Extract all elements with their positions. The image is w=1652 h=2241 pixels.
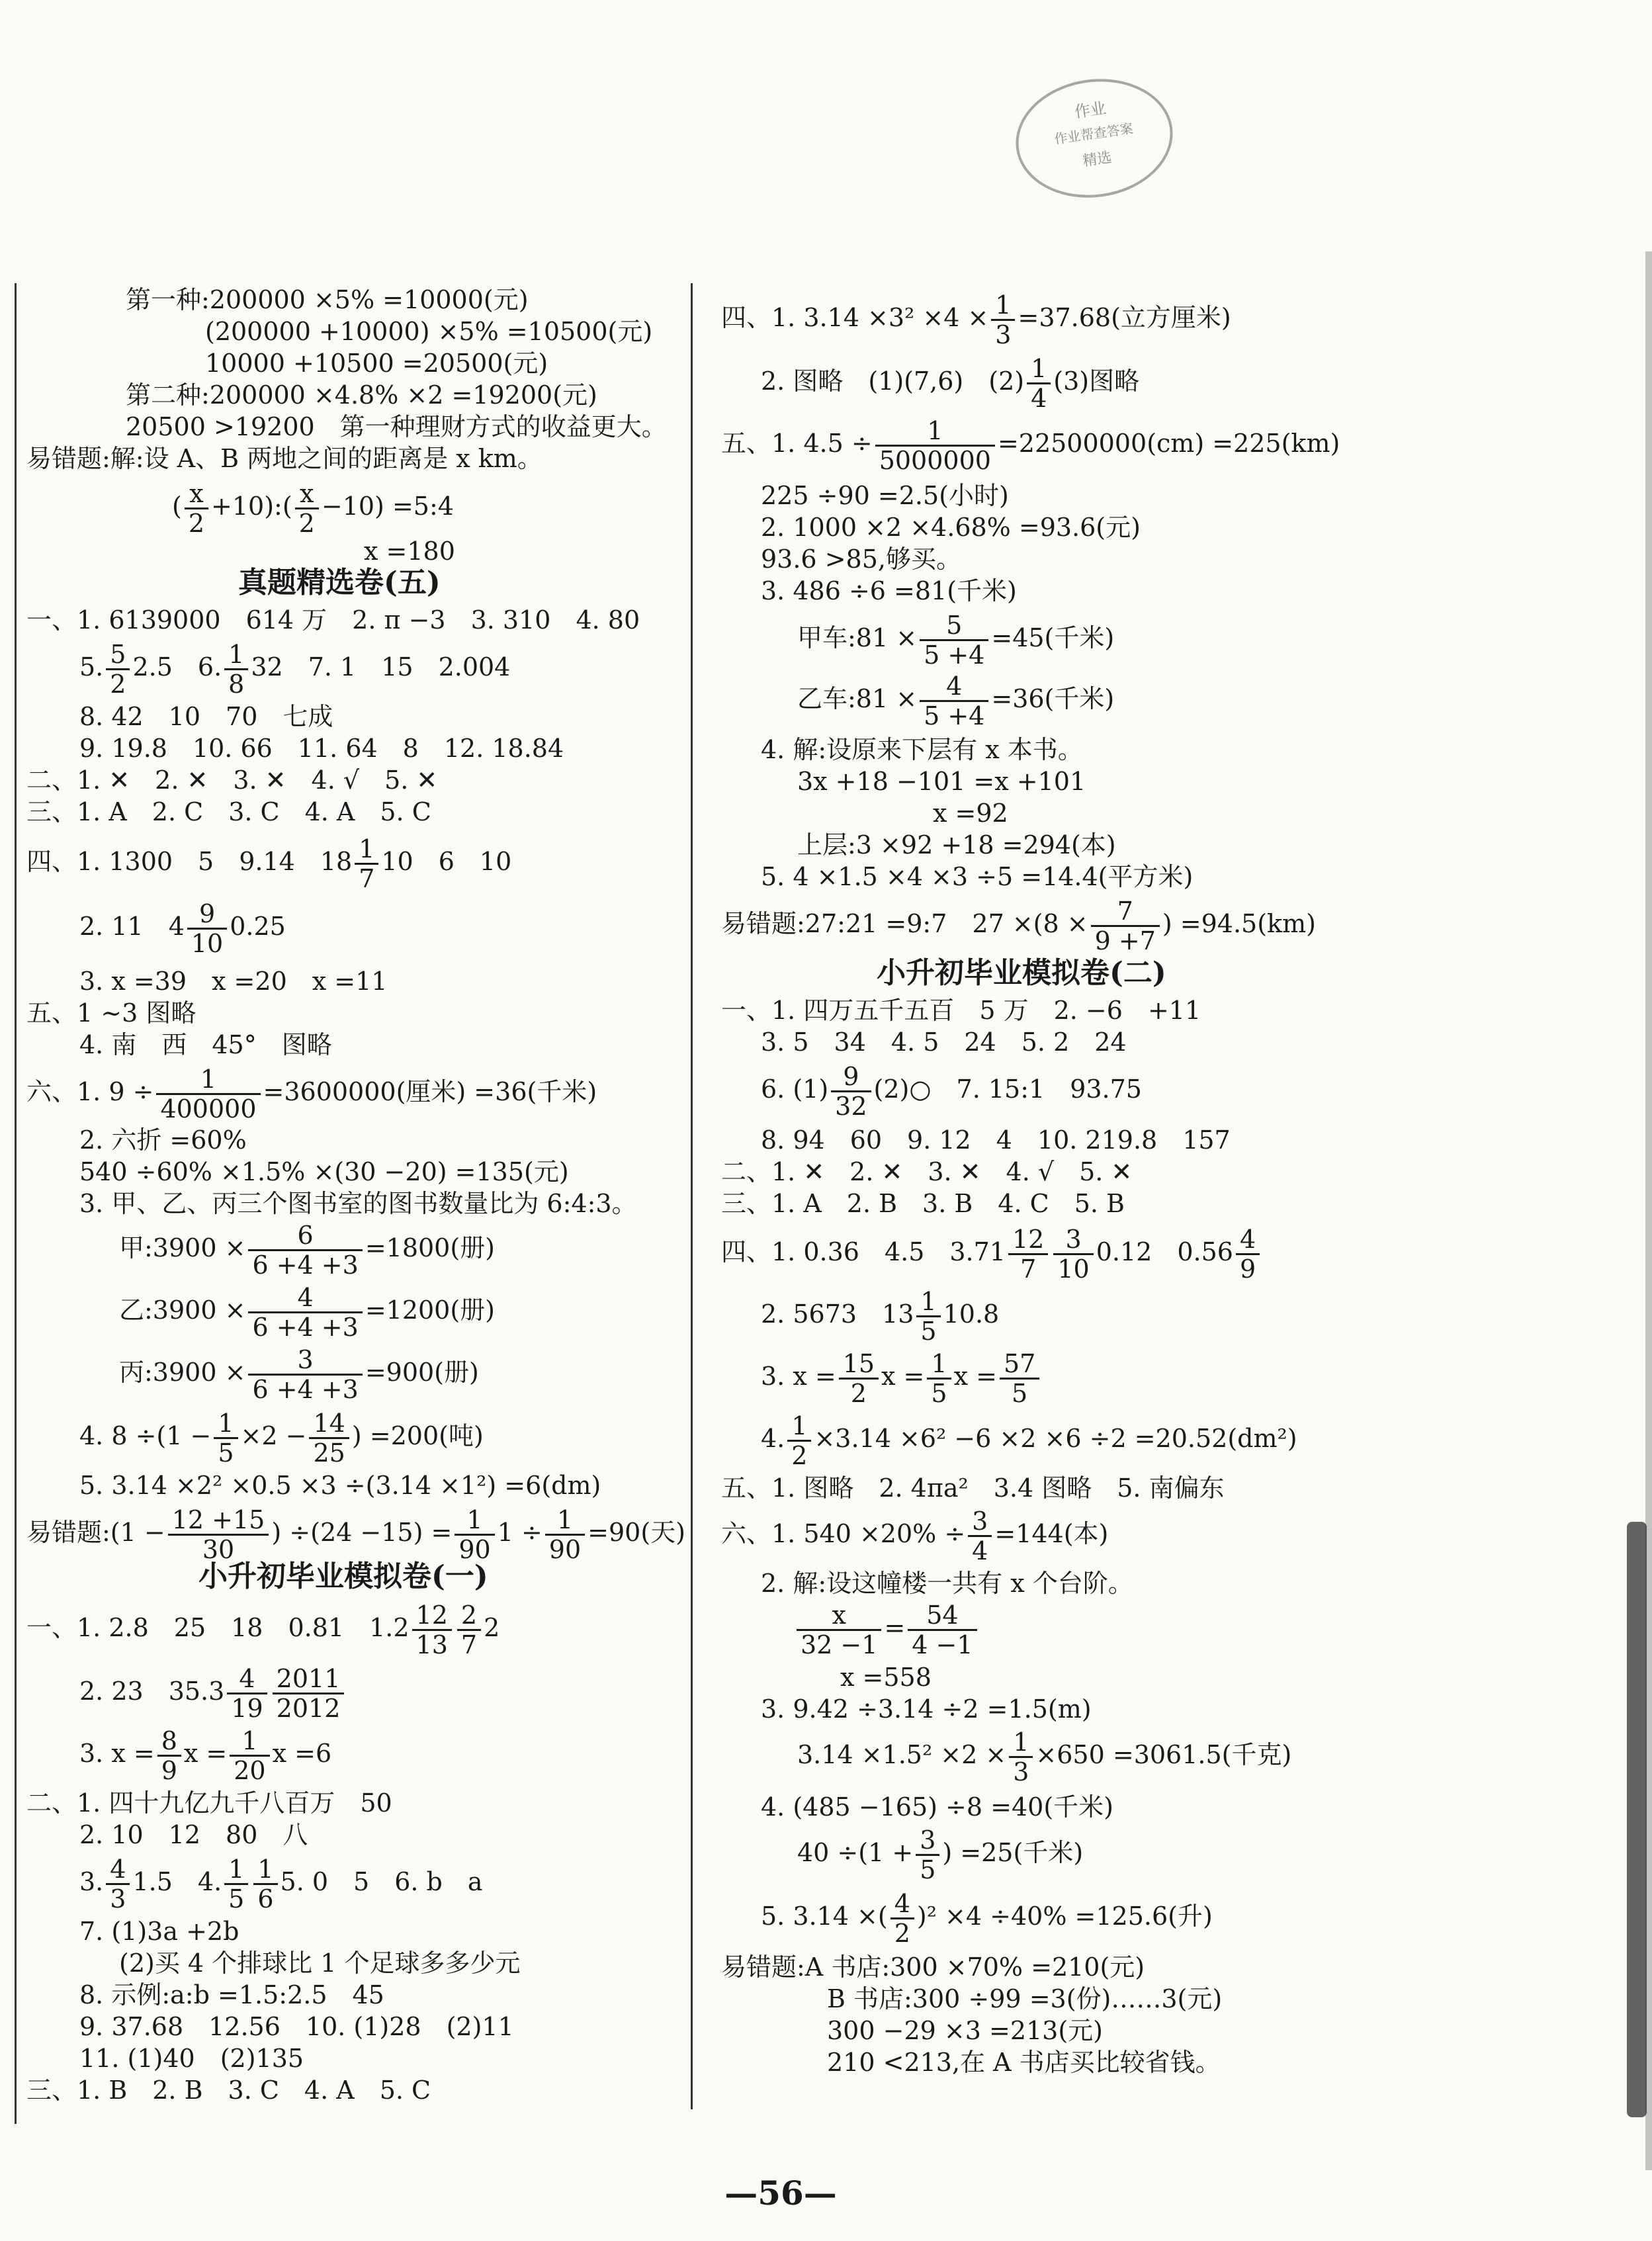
denominator: 4 (1031, 384, 1047, 413)
fraction (908, 1601, 977, 1659)
fraction (106, 640, 130, 698)
numerator: 1 (230, 1727, 269, 1757)
answer-line: 第一种:200000 ×5% =10000(元) (126, 285, 529, 314)
fraction (545, 1506, 585, 1563)
text-seg: −10) =5:4 (321, 492, 454, 521)
text-seg: =3600000(厘米) =36(千米) (263, 1077, 597, 1106)
answer-line: 8. 示例:a:b =1.5:2.5 45 (79, 1980, 384, 2009)
text-seg: ( (172, 492, 182, 521)
text-seg: 10.8 (943, 1299, 1000, 1329)
answer-line: 10000 +10500 =20500(元) (205, 349, 548, 378)
text-seg: 1.5 4. (132, 1867, 222, 1896)
text-seg: ) =25(千米) (942, 1838, 1084, 1867)
equation-line (794, 1601, 980, 1659)
fraction (916, 1288, 940, 1345)
fraction (248, 1221, 362, 1279)
fraction (920, 611, 988, 669)
numerator: x (295, 480, 319, 509)
section-heading: 真题精选卷(五) (238, 566, 441, 599)
numerator: 1 (253, 1855, 277, 1885)
answer-line (26, 1506, 685, 1563)
denominator: 2 (110, 670, 126, 699)
fraction (187, 900, 227, 957)
answer-line (761, 1350, 1042, 1407)
text-seg: 四、1. 0.36 4.5 3.71 (721, 1237, 1006, 1266)
answer-line: 2. 10 12 80 八 (79, 1820, 308, 1849)
numerator: 3 (968, 1507, 992, 1537)
fraction (224, 1855, 248, 1913)
text-seg: 易错题:27:21 =9:7 27 ×(8 × (721, 909, 1088, 938)
answer-line: 225 ÷90 =2.5(小时) (761, 481, 1009, 510)
denominator: 10 (191, 929, 224, 958)
denominator: 2 (894, 1919, 910, 1948)
text-seg: =37.68(立方厘米) (1018, 303, 1231, 332)
answer-line (79, 1855, 483, 1913)
text-seg: 乙:3900 × (119, 1296, 246, 1325)
numerator: 4 (106, 1855, 130, 1885)
numerator: 2 (457, 1601, 481, 1631)
text-seg: 六、1. 9 ÷ (26, 1077, 154, 1106)
answer-line (26, 835, 511, 893)
fraction (1027, 355, 1051, 412)
numerator: 1 (224, 1855, 248, 1885)
fraction (106, 1855, 130, 1913)
denominator: 3 (1013, 1757, 1029, 1786)
answer-line: 2. 解:设这幢楼一共有 x 个台阶。 (761, 1569, 1133, 1598)
denominator: 8 (228, 670, 245, 699)
denominator: 2 (791, 1441, 808, 1470)
text-seg: =90(天) (587, 1518, 686, 1547)
answer-line: 9. 37.68 12.56 10. (1)28 (2)11 (79, 2012, 514, 2041)
fraction (920, 672, 988, 730)
answer-line: 一、1. 四万五千五百 5 万 2. −6 +11 (721, 996, 1201, 1025)
left-margin-rule (15, 283, 17, 2124)
numerator: 4 (248, 1284, 362, 1313)
answer-line (79, 1727, 331, 1784)
fraction (156, 1065, 260, 1123)
denominator: 9 +7 (1094, 926, 1156, 955)
answer-line (79, 1665, 347, 1722)
numerator: 2011 (273, 1665, 345, 1694)
answer-line: 8. 94 60 9. 12 4 10. 219.8 157 (761, 1125, 1231, 1155)
answer-line (797, 1728, 1291, 1786)
numerator: 1 (875, 417, 995, 447)
fraction (355, 835, 378, 893)
text-seg: x =6 (272, 1739, 332, 1768)
column-divider (691, 283, 693, 2109)
numerator: 57 (1000, 1350, 1039, 1380)
numerator: 1 (355, 835, 378, 865)
denominator: 32 −1 (801, 1630, 878, 1659)
answer-line: 8. 42 10 70 七成 (79, 702, 333, 731)
text-seg: 2. 23 35.3 (79, 1677, 225, 1706)
answer-line: 三、1. B 2. B 3. C 4. A 5. C (26, 2076, 431, 2105)
fraction (831, 1063, 871, 1120)
numerator: 4 (920, 672, 988, 702)
fraction (224, 640, 248, 698)
section-heading: 小升初毕业模拟卷(二) (877, 956, 1166, 990)
numerator: 4 (1236, 1225, 1260, 1255)
text-seg: 2. 图略 (1)(7,6) (2) (761, 367, 1025, 396)
answer-line (119, 1221, 495, 1279)
text-seg: =22500000(cm) =225(km) (997, 429, 1340, 458)
fraction (875, 417, 995, 474)
fraction (273, 1665, 345, 1722)
answer-line: 300 −29 ×3 =213(元) (827, 2016, 1103, 2045)
text-seg: 5. 0 5 6. b a (280, 1867, 483, 1896)
answer-line: 易错题:A 书店:300 ×70% =210(元) (721, 1953, 1145, 1982)
numerator: 1 (1009, 1728, 1033, 1758)
denominator: 90 (548, 1535, 582, 1564)
answer-line: 2. 六折 =60% (79, 1125, 247, 1155)
denominator: 5 (228, 1884, 245, 1913)
denominator: 6 (257, 1884, 274, 1913)
answer-line: 易错题:解:设 A、B 两地之间的距离是 x km。 (26, 444, 543, 473)
fraction (1236, 1225, 1260, 1283)
numerator: 1 (214, 1409, 238, 1439)
answer-line: 二、1. 四十九亿九千八百万 50 (26, 1788, 392, 1818)
fraction (1000, 1350, 1039, 1407)
answer-line (119, 1346, 479, 1403)
text-seg: = (884, 1613, 906, 1642)
denominator: 6 +4 +3 (252, 1375, 359, 1404)
denominator: 3 (995, 320, 1012, 349)
denominator: 400000 (160, 1094, 257, 1123)
answer-line (721, 291, 1231, 349)
text-seg: 丙:3900 × (119, 1358, 246, 1387)
text-seg: 3. x = (79, 1739, 155, 1768)
denominator: 10 (1057, 1254, 1090, 1284)
denominator: 4 −1 (912, 1630, 973, 1659)
fraction (927, 1350, 951, 1407)
denominator: 2 (298, 509, 315, 538)
answer-line: 3x +18 −101 =x +101 (797, 767, 1086, 796)
denominator: 5 +4 (924, 640, 985, 670)
answer-line (761, 1890, 1213, 1947)
answer-line (761, 1288, 999, 1345)
text-seg: =36(千米) (991, 684, 1115, 713)
answer-line: 三、1. A 2. C 3. C 4. A 5. C (26, 797, 431, 826)
fraction (248, 1346, 362, 1403)
numerator: 3 (248, 1346, 362, 1376)
answer-line (79, 900, 286, 957)
denominator: 13 (415, 1630, 448, 1659)
text-seg: ×3.14 ×6² −6 ×2 ×6 ÷2 =20.52(dm²) (814, 1424, 1297, 1453)
answer-line: x =92 (933, 799, 1008, 828)
text-seg: =45(千米) (991, 623, 1115, 652)
answer-line: 540 ÷60% ×1.5% ×(30 −20) =135(元) (79, 1157, 569, 1186)
text-seg: 3.14 ×1.5² ×2 × (797, 1740, 1007, 1769)
fraction (185, 480, 208, 537)
fraction (295, 480, 319, 537)
numerator: 1 (916, 1288, 940, 1317)
text-seg: 0.25 (230, 912, 286, 941)
text-seg: 四、1. 1300 5 9.14 18 (26, 847, 353, 876)
text-seg: 10 6 10 (381, 847, 512, 876)
fraction (227, 1665, 267, 1722)
answer-line: 三、1. A 2. B 3. B 4. C 5. B (721, 1189, 1125, 1218)
numerator: 12 +15 (168, 1506, 269, 1536)
answer-line: 4. 南 西 45° 图略 (79, 1030, 332, 1059)
answer-line (721, 1507, 1108, 1565)
denominator: 5 +4 (924, 701, 985, 730)
numerator: 1 (787, 1412, 811, 1442)
answer-line: 93.6 >85,够买。 (761, 545, 961, 574)
stamp-logo (1008, 69, 1180, 207)
answer-line: 210 <213,在 A 书店买比较省钱。 (827, 2048, 1221, 2077)
numerator: 12 (412, 1601, 452, 1631)
text-seg: ) =200(吨) (351, 1421, 484, 1450)
denominator: 9 (161, 1756, 177, 1785)
denominator: 90 (458, 1535, 491, 1564)
text-seg: ×650 =3061.5(千克) (1035, 1740, 1292, 1769)
text-seg: 甲车:81 × (797, 623, 918, 652)
fraction (168, 1506, 269, 1563)
answer-line (26, 1601, 500, 1659)
text-seg: x = (881, 1362, 925, 1391)
text-seg: 5. (79, 652, 104, 681)
text-seg: 甲:3900 × (119, 1233, 246, 1262)
answer-line: B 书店:300 ÷99 =3(份)……3(元) (827, 1984, 1223, 2013)
numerator: 1 (1027, 355, 1051, 384)
denominator: 7 (460, 1630, 478, 1659)
text-seg: x = (183, 1739, 228, 1768)
answer-line: 4. 解:设原来下层有 x 本书。 (761, 735, 1083, 764)
denominator: 19 (231, 1694, 263, 1723)
numerator: 3 (916, 1826, 939, 1856)
fraction (787, 1412, 811, 1470)
text-seg: (2)○ 7. 15:1 93.75 (873, 1075, 1142, 1104)
answer-line (721, 417, 1340, 474)
fraction (1008, 1225, 1048, 1283)
numerator: 1 (156, 1065, 260, 1095)
answer-line (721, 1225, 1262, 1283)
fraction (991, 291, 1015, 349)
numerator: x (797, 1601, 881, 1631)
answer-line: (200000 +10000) ×5% =10500(元) (205, 317, 653, 346)
answer-line: 5. 4 ×1.5 ×4 ×3 ÷5 =14.4(平方米) (761, 862, 1194, 891)
fraction (455, 1506, 494, 1563)
answer-line (761, 1412, 1297, 1470)
answer-line: 7. (1)3a +2b (79, 1917, 239, 1946)
fraction (230, 1727, 269, 1784)
answer-line: 五、1 ~3 图略 (26, 998, 196, 1028)
text-seg: 2. 5673 13 (761, 1299, 914, 1329)
denominator: 5000000 (879, 446, 991, 475)
denominator: 2012 (276, 1694, 341, 1723)
denominator: 4 (972, 1536, 988, 1565)
answer-line (797, 611, 1114, 669)
denominator: 5 (1012, 1379, 1028, 1408)
answer-line (797, 1826, 1083, 1884)
denominator: 5 (920, 1855, 936, 1884)
answer-line (119, 1284, 495, 1341)
numerator: 6 (248, 1221, 362, 1251)
fraction (309, 1409, 349, 1467)
text-seg: 1 ÷ (497, 1518, 543, 1547)
answer-line: 3. 5 34 4. 5 24 5. 2 24 (761, 1028, 1127, 1057)
stamp-line2: 作业帮查答案 (1053, 120, 1135, 148)
text-seg: =1200(册) (365, 1296, 496, 1325)
answer-line (761, 1063, 1142, 1120)
fraction (839, 1350, 879, 1407)
text-seg: 4. (761, 1424, 785, 1453)
text-seg: 4. 8 ÷(1 − (79, 1421, 212, 1450)
text-seg: =900(册) (365, 1358, 479, 1387)
numerator: 3 (1053, 1225, 1093, 1255)
text-seg: 40 ÷(1 + (797, 1838, 914, 1867)
fraction (1053, 1225, 1093, 1283)
answer-line (797, 672, 1114, 730)
denominator: 7 (1020, 1254, 1037, 1284)
text-seg: 一、1. 2.8 25 18 0.81 1.2 (26, 1613, 410, 1642)
answer-line: 9. 19.8 10. 66 11. 64 8 12. 18.84 (79, 734, 564, 763)
denominator: 32 (835, 1092, 867, 1121)
text-seg: 2.5 6. (132, 652, 222, 681)
text-seg: 六、1. 540 ×20% ÷ (721, 1519, 966, 1548)
numerator: 1 (455, 1506, 494, 1536)
equation-line (172, 480, 454, 537)
denominator: 5 (218, 1438, 234, 1468)
text-seg: =144(本) (994, 1519, 1109, 1548)
fraction (1091, 897, 1160, 955)
fraction (916, 1826, 939, 1884)
answer-line: x =558 (840, 1663, 932, 1692)
answer-line: 上层:3 ×92 +18 =294(本) (797, 830, 1116, 859)
numerator: 8 (157, 1727, 181, 1757)
text-seg: x = (953, 1362, 997, 1391)
answer-line: 3. 486 ÷6 =81(千米) (761, 576, 1017, 605)
numerator: 15 (839, 1350, 879, 1380)
denominator: 2 (850, 1379, 867, 1408)
fraction (248, 1284, 362, 1341)
denominator: 5 (931, 1379, 947, 1408)
numerator: 54 (908, 1601, 977, 1631)
denominator: 25 (313, 1438, 345, 1468)
numerator: 9 (831, 1063, 871, 1092)
text-seg: ) =94.5(km) (1162, 909, 1316, 938)
denominator: 30 (202, 1535, 235, 1564)
numerator: 1 (545, 1506, 585, 1536)
answer-line: x =180 (364, 537, 455, 566)
answer-line (761, 355, 1139, 412)
numerator: 4 (891, 1890, 914, 1919)
answer-line (26, 1065, 597, 1123)
denominator: 20 (234, 1756, 266, 1785)
text-seg: 2 (484, 1613, 500, 1642)
answer-line: 2. 1000 ×2 ×4.68% =93.6(元) (761, 513, 1141, 542)
text-seg: +10):( (211, 492, 292, 521)
text-seg: 3. (79, 1867, 104, 1896)
answer-line: 3. 甲、乙、丙三个图书室的图书数量比为 6:4:3。 (79, 1189, 637, 1218)
numerator: 12 (1008, 1225, 1048, 1255)
scan-edge-mark (1627, 1522, 1647, 2117)
answer-line: 第二种:200000 ×4.8% ×2 =19200(元) (126, 380, 597, 410)
text-seg: 四、1. 3.14 ×3² ×4 × (721, 303, 989, 332)
denominator: 9 (1239, 1254, 1256, 1284)
fraction (214, 1409, 238, 1467)
answer-line: 4. (485 −165) ÷8 =40(千米) (761, 1792, 1113, 1822)
fraction (457, 1601, 481, 1659)
answer-line (79, 1409, 484, 1467)
section-heading: 小升初毕业模拟卷(一) (198, 1560, 488, 1593)
numerator: 4 (227, 1665, 267, 1694)
page-number: —56— (724, 2174, 837, 2213)
answer-line (721, 897, 1316, 955)
text-seg: 2. 11 4 (79, 912, 185, 941)
answer-line: (2)买 4 个排球比 1 个足球多多少元 (119, 1949, 521, 1978)
text-seg: )² ×4 ÷40% =125.6(升) (916, 1902, 1213, 1931)
text-seg: 0.12 0.56 (1096, 1237, 1233, 1266)
fraction (891, 1890, 914, 1947)
numerator: 14 (309, 1409, 349, 1439)
fraction (1009, 1728, 1033, 1786)
numerator: x (185, 480, 208, 509)
answer-line: 二、1. ✕ 2. ✕ 3. ✕ 4. √ 5. ✕ (721, 1157, 1133, 1186)
denominator: 6 +4 +3 (252, 1251, 359, 1280)
fraction (797, 1601, 881, 1659)
numerator: 7 (1091, 897, 1160, 927)
text-seg: 6. (1) (761, 1075, 829, 1104)
answer-line: 3. 9.42 ÷3.14 ÷2 =1.5(m) (761, 1694, 1092, 1724)
denominator: 2 (188, 509, 205, 538)
denominator: 6 +4 +3 (252, 1313, 359, 1342)
text-seg: =1800(册) (365, 1233, 496, 1262)
denominator: 7 (359, 864, 375, 893)
denominator: 3 (110, 1884, 126, 1913)
stamp-line3: 精选 (1081, 149, 1113, 170)
answer-line: 二、1. ✕ 2. ✕ 3. ✕ 4. √ 5. ✕ (26, 766, 438, 795)
fraction (968, 1507, 992, 1565)
numerator: 5 (920, 611, 988, 641)
text-seg: 32 7. 1 15 2.004 (251, 652, 511, 681)
answer-line: 五、1. 图略 2. 4πa² 3.4 图略 5. 南偏东 (721, 1473, 1225, 1503)
text-seg: 5. 3.14 ×( (761, 1902, 888, 1931)
text-seg: (3)图略 (1053, 367, 1140, 396)
text-seg: 易错题:(1 − (26, 1518, 165, 1547)
numerator: 1 (224, 640, 248, 670)
text-seg: ×2 − (240, 1421, 307, 1450)
answer-line (79, 640, 510, 698)
denominator: 5 (920, 1317, 937, 1346)
answer-line: 20500 >19200 第一种理财方式的收益更大。 (126, 412, 667, 441)
numerator: 5 (106, 640, 130, 670)
text-seg: ) ÷(24 −15) = (271, 1518, 453, 1547)
fraction (412, 1601, 452, 1659)
numerator: 9 (187, 900, 227, 930)
text-seg: 五、1. 4.5 ÷ (721, 429, 873, 458)
fraction (157, 1727, 181, 1784)
numerator: 1 (927, 1350, 951, 1380)
numerator: 1 (991, 291, 1015, 321)
text-seg: 乙车:81 × (797, 684, 918, 713)
answer-line: 一、1. 6139000 614 万 2. π −3 3. 310 4. 80 (26, 605, 640, 635)
answer-line: 3. x =39 x =20 x =11 (79, 967, 388, 996)
text-seg: 3. x = (761, 1362, 836, 1391)
answer-line: 11. (1)40 (2)135 (79, 2044, 304, 2073)
stamp-line1: 作业 (1073, 99, 1108, 122)
answer-line: 5. 3.14 ×2² ×0.5 ×3 ÷(3.14 ×1²) =6(dm) (79, 1471, 601, 1500)
fraction (253, 1855, 277, 1913)
